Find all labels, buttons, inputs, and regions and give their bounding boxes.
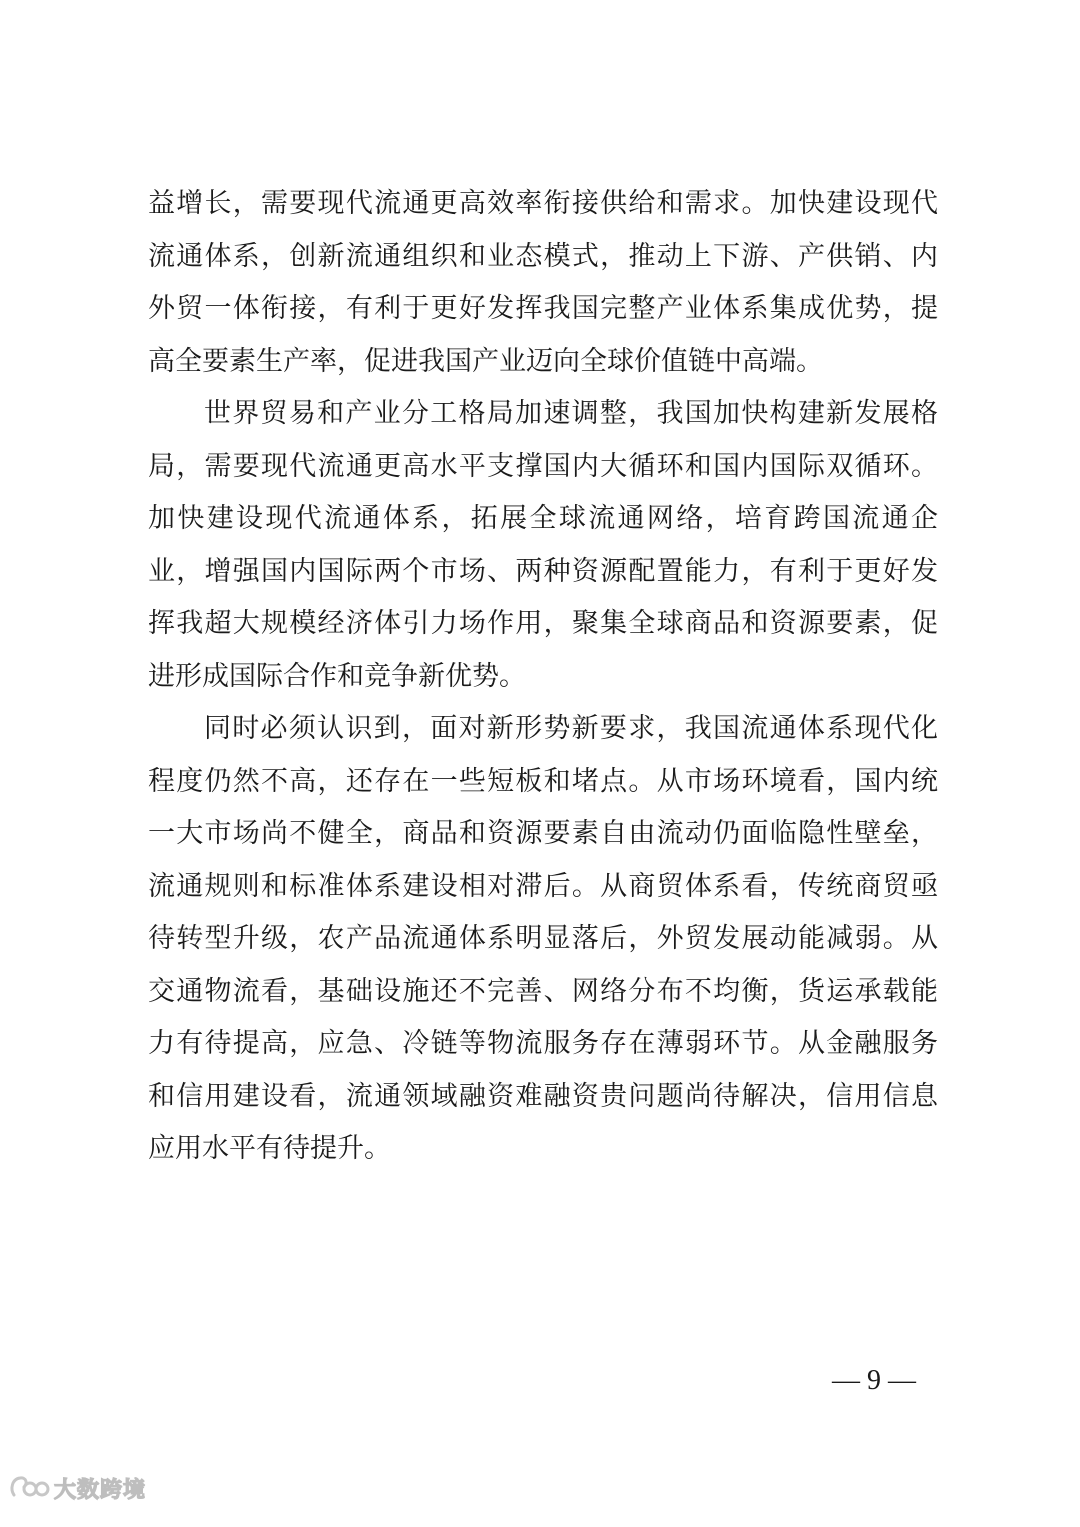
paragraph-3 xyxy=(148,703,938,1176)
text-line: 高全要素生产率，促进我国产业迈向全球价值链中高端。 xyxy=(148,345,823,377)
text-line: 程度仍然不高，还存在一些短板和堵点。从市场环境看，国内统 xyxy=(148,765,938,797)
text-line: 交通物流看，基础设施还不完善、网络分布不均衡，货运承载能 xyxy=(148,975,938,1007)
paragraph-2 xyxy=(148,388,938,703)
text-line: 应用水平有待提升。 xyxy=(148,1133,391,1164)
text-line: 进形成国际合作和竞争新优势。 xyxy=(148,660,526,692)
document-body xyxy=(148,178,938,1176)
text-line: 加快建设现代流通体系，拓展全球流通网络，培育跨国流通企 xyxy=(148,503,938,534)
text-line: 和信用建设看，流通领域融资难融资贵问题尚待解决，信用信息 xyxy=(148,1080,938,1112)
watermark xyxy=(8,1468,146,1508)
text-line: 益增长，需要现代流通更高效率衔接供给和需求。加快建设现代 xyxy=(148,188,938,219)
text-line: 力有待提高，应急、冷链等物流服务存在薄弱环节。从金融服务 xyxy=(148,1028,938,1059)
text-line: 业，增强国内国际两个市场、两种资源配置能力，有利于更好发 xyxy=(148,555,938,587)
paragraph-1 xyxy=(148,178,938,388)
text-line: 同时必须认识到，面对新形势新要求，我国流通体系现代化 xyxy=(204,713,938,744)
text-line: 局，需要现代流通更高水平支撑国内大循环和国内国际双循环。 xyxy=(148,450,938,482)
text-line: 流通体系，创新流通组织和业态模式，推动上下游、产供销、内 xyxy=(148,240,938,272)
text-line: 外贸一体衔接，有利于更好发挥我国完整产业体系集成优势，提 xyxy=(148,293,938,324)
text-line: 待转型升级，农产品流通体系明显落后，外贸发展动能减弱。从 xyxy=(148,923,938,954)
text-line: 流通规则和标准体系建设相对滞后。从商贸体系看，传统商贸亟 xyxy=(148,870,938,902)
text-line: 一大市场尚不健全，商品和资源要素自由流动仍面临隐性壁垒， xyxy=(148,818,938,849)
text-line: 挥我超大规模经济体引力场作用，聚集全球商品和资源要素，促 xyxy=(148,608,938,639)
watermark-logo-icon xyxy=(8,1473,50,1503)
text-line: 世界贸易和产业分工格局加速调整，我国加快构建新发展格 xyxy=(204,398,938,429)
watermark-text: 大数跨境 xyxy=(54,1477,147,1503)
page-number: — 9 — xyxy=(832,1365,916,1396)
